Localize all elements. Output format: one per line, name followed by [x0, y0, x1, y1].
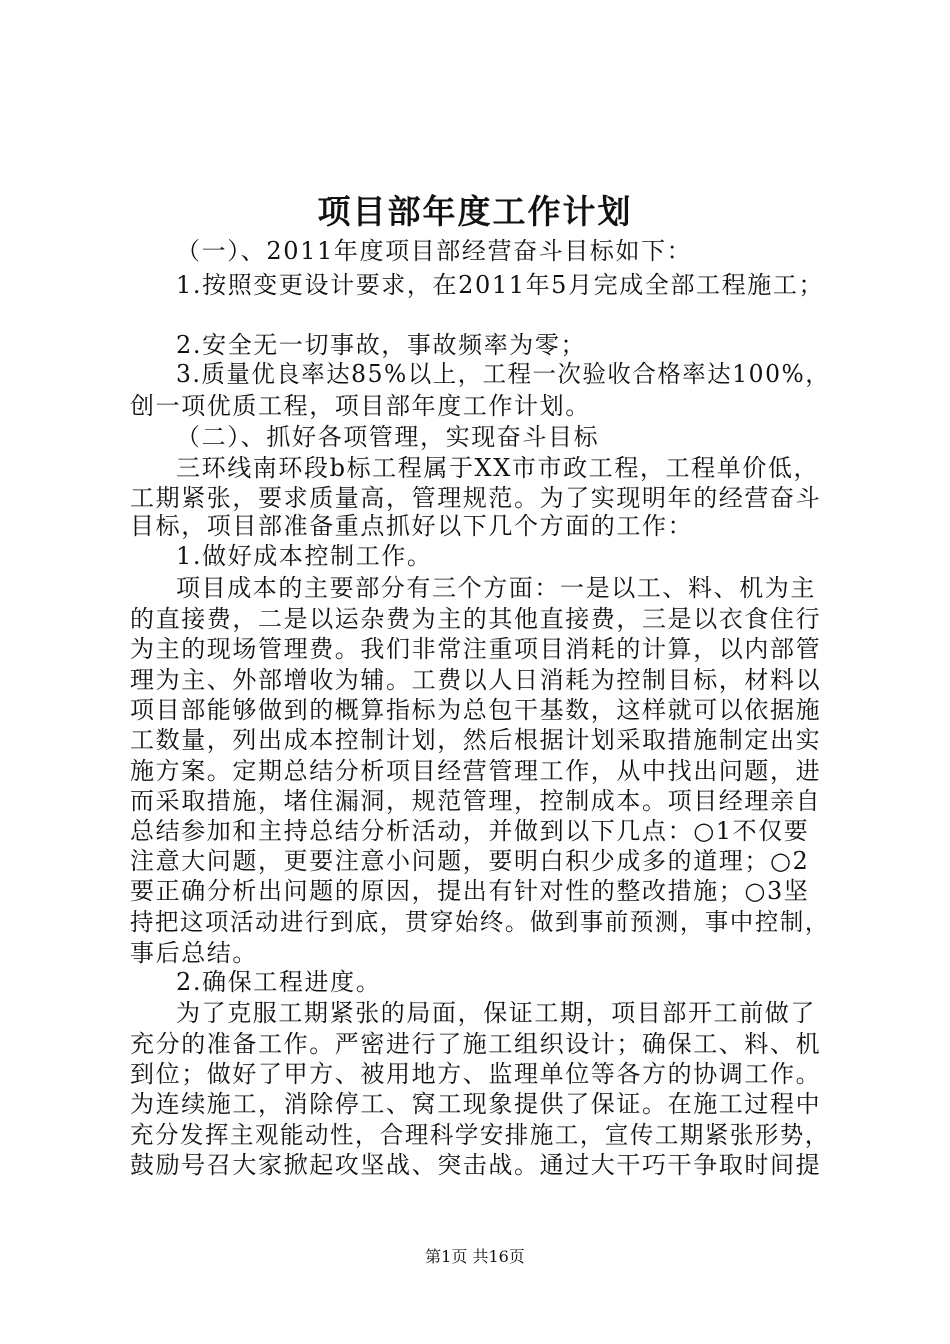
text-line: 工期紧张，要求质量高，管理规范。为了实现明年的经营奋斗 [130, 484, 822, 512]
text-line: 要正确分析出问题的原因，提出有针对性的整改措施；○3坚 [130, 877, 810, 905]
text-line: 1.按照变更设计要求，在2011年5月完成全部工程施工； [176, 271, 825, 299]
text-line: 注意大问题，更要注意小问题，要明白积少成多的道理；○2 [130, 847, 810, 875]
text-line: 充分的准备工作。严密进行了施工组织设计；确保工、料、机 [130, 1030, 822, 1058]
text-line: 三环线南环段b标工程属于XX市市政工程，工程单价低， [176, 454, 820, 482]
text-line: 为了克服工期紧张的局面，保证工期，项目部开工前做了 [176, 999, 816, 1027]
page-title: 项目部年度工作计划 [317, 192, 633, 231]
text-line: 项目成本的主要部分有三个方面：一是以工、料、机为主 [176, 574, 816, 602]
text-line: 事后总结。 [130, 939, 258, 967]
text-line: 创一项优质工程，项目部年度工作计划。 [130, 392, 591, 420]
text-line: 为主的现场管理费。我们非常注重项目消耗的计算，以内部管 [130, 635, 822, 663]
text-line: 目标，项目部准备重点抓好以下几个方面的工作： [130, 512, 694, 540]
text-line: 而采取措施，堵住漏洞，规范管理，控制成本。项目经理亲自 [130, 787, 822, 815]
text-line: 到位；做好了甲方、被用地方、监理单位等各方的协调工作。 [130, 1060, 822, 1088]
text-line: 3.质量优良率达85%以上，工程一次验收合格率达100%， [176, 360, 831, 388]
text-line: 1.做好成本控制工作。 [176, 542, 433, 570]
text-line: （二）、抓好各项管理，实现奋斗目标 [176, 423, 600, 451]
text-line: 项目部能够做到的概算指标为总包干基数，这样就可以依据施 [130, 696, 822, 724]
text-line: 充分发挥主观能动性，合理科学安排施工，宣传工期紧张形势， [130, 1121, 830, 1149]
text-line: 工数量，列出成本控制计划，然后根据计划采取措施制定出实 [130, 726, 822, 754]
text-line: 鼓励号召大家掀起攻坚战、突击战。通过大干巧干争取时间提 [130, 1151, 822, 1179]
page-footer: 第1页 共16页 [425, 1247, 525, 1266]
text-line: 2.确保工程进度。 [176, 968, 382, 996]
text-line: 为连续施工，消除停工、窝工现象提供了保证。在施工过程中 [130, 1090, 822, 1118]
text-line: （一）、2011年度项目部经营奋斗目标如下： [176, 237, 693, 265]
text-line: 的直接费，二是以运杂费为主的其他直接费，三是以衣食住行 [130, 605, 822, 633]
text-line: 持把这项活动进行到底，贯穿始终。做到事前预测，事中控制， [130, 908, 830, 936]
text-line: 总结参加和主持总结分析活动，并做到以下几点：○1不仅要 [130, 817, 810, 845]
text-line: 2.安全无一切事故，事故频率为零； [176, 331, 587, 359]
text-line: 理为主、外部增收为辅。工费以人日消耗为控制目标，材料以 [130, 666, 822, 694]
text-line: 施方案。定期总结分析项目经营管理工作，从中找出问题，进 [130, 757, 822, 785]
